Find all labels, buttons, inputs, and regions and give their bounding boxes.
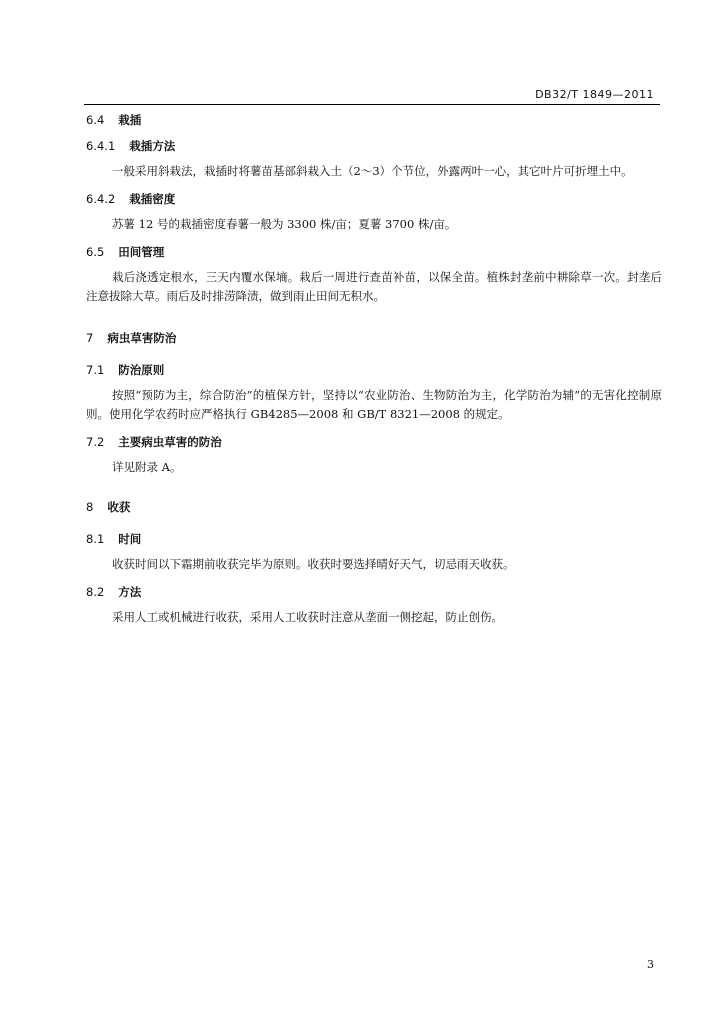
section-title: 栽插 (118, 113, 142, 127)
page-number: 3 (647, 958, 654, 971)
heading-6-5 (86, 244, 662, 260)
heading-6-4-1 (86, 138, 662, 154)
section-title: 主要病虫草害的防治 (118, 435, 222, 449)
section-title: 方法 (118, 585, 142, 599)
document-code: DB32/T 1849—2011 (535, 88, 654, 101)
section-title: 收获 (107, 500, 131, 514)
heading-8-2 (86, 584, 662, 600)
heading-7 (86, 330, 662, 346)
section-number: 7.2 (86, 435, 105, 449)
section-number: 7.1 (86, 363, 105, 377)
section-title: 防治原则 (118, 363, 165, 377)
section-title: 病虫草害防治 (107, 331, 177, 345)
paragraph-7-2: 详见附录 A。 (112, 460, 182, 474)
section-number: 8.1 (86, 532, 105, 546)
section-number: 6.4.1 (86, 139, 116, 153)
heading-8-1 (86, 531, 662, 547)
section-title: 时间 (118, 532, 142, 546)
section-title: 田间管理 (118, 245, 165, 259)
paragraph-8-2: 采用人工或机械进行收获，采用人工收获时注意从垄面一侧挖起，防止创伤。 (112, 610, 503, 624)
heading-8 (86, 499, 662, 515)
section-number: 6.4.2 (86, 192, 116, 206)
heading-6-4 (86, 112, 662, 128)
paragraph-6-5: 栽后浇透定根水，三天内覆水保墒。栽后一周进行查苗补苗，以保全苗。植株封垄前中耕除草一次。封垄后注意拔除大草。雨后及时排涝降渍，做到雨止田间无积水。 (86, 270, 662, 303)
paragraph-8-1: 收获时间以下霜期前收获完毕为原则。收获时要选择晴好天气，切忌雨天收获。 (112, 557, 515, 571)
section-title: 栽插方法 (129, 139, 176, 153)
section-number: 6.4 (86, 113, 105, 127)
heading-7-1 (86, 362, 662, 378)
section-number: 8.2 (86, 585, 105, 599)
heading-6-4-2 (86, 191, 662, 207)
heading-7-2 (86, 434, 662, 450)
document-body (86, 112, 662, 627)
paragraph-6-4-2: 苏薯 12 号的栽插密度春薯一般为 3300 株/亩；夏薯 3700 株/亩。 (112, 217, 457, 231)
section-number: 7 (86, 331, 94, 345)
section-number: 8 (86, 500, 94, 514)
header-rule (84, 104, 660, 105)
section-number: 6.5 (86, 245, 105, 259)
section-title: 栽插密度 (129, 192, 176, 206)
paragraph-6-4-1: 一般采用斜栽法，栽插时将薯苗基部斜栽入土（2～3）个节位，外露两叶一心，其它叶片可折埋土中。 (112, 164, 633, 178)
paragraph-7-1: 按照“预防为主，综合防治”的植保方针，坚持以“农业防治、生物防治为主，化学防治为辅”的无害化控制原则。使用化学农药时应严格执行 GB4285—2008 和 GB/T 8321—2008 的规定。 (86, 388, 662, 421)
